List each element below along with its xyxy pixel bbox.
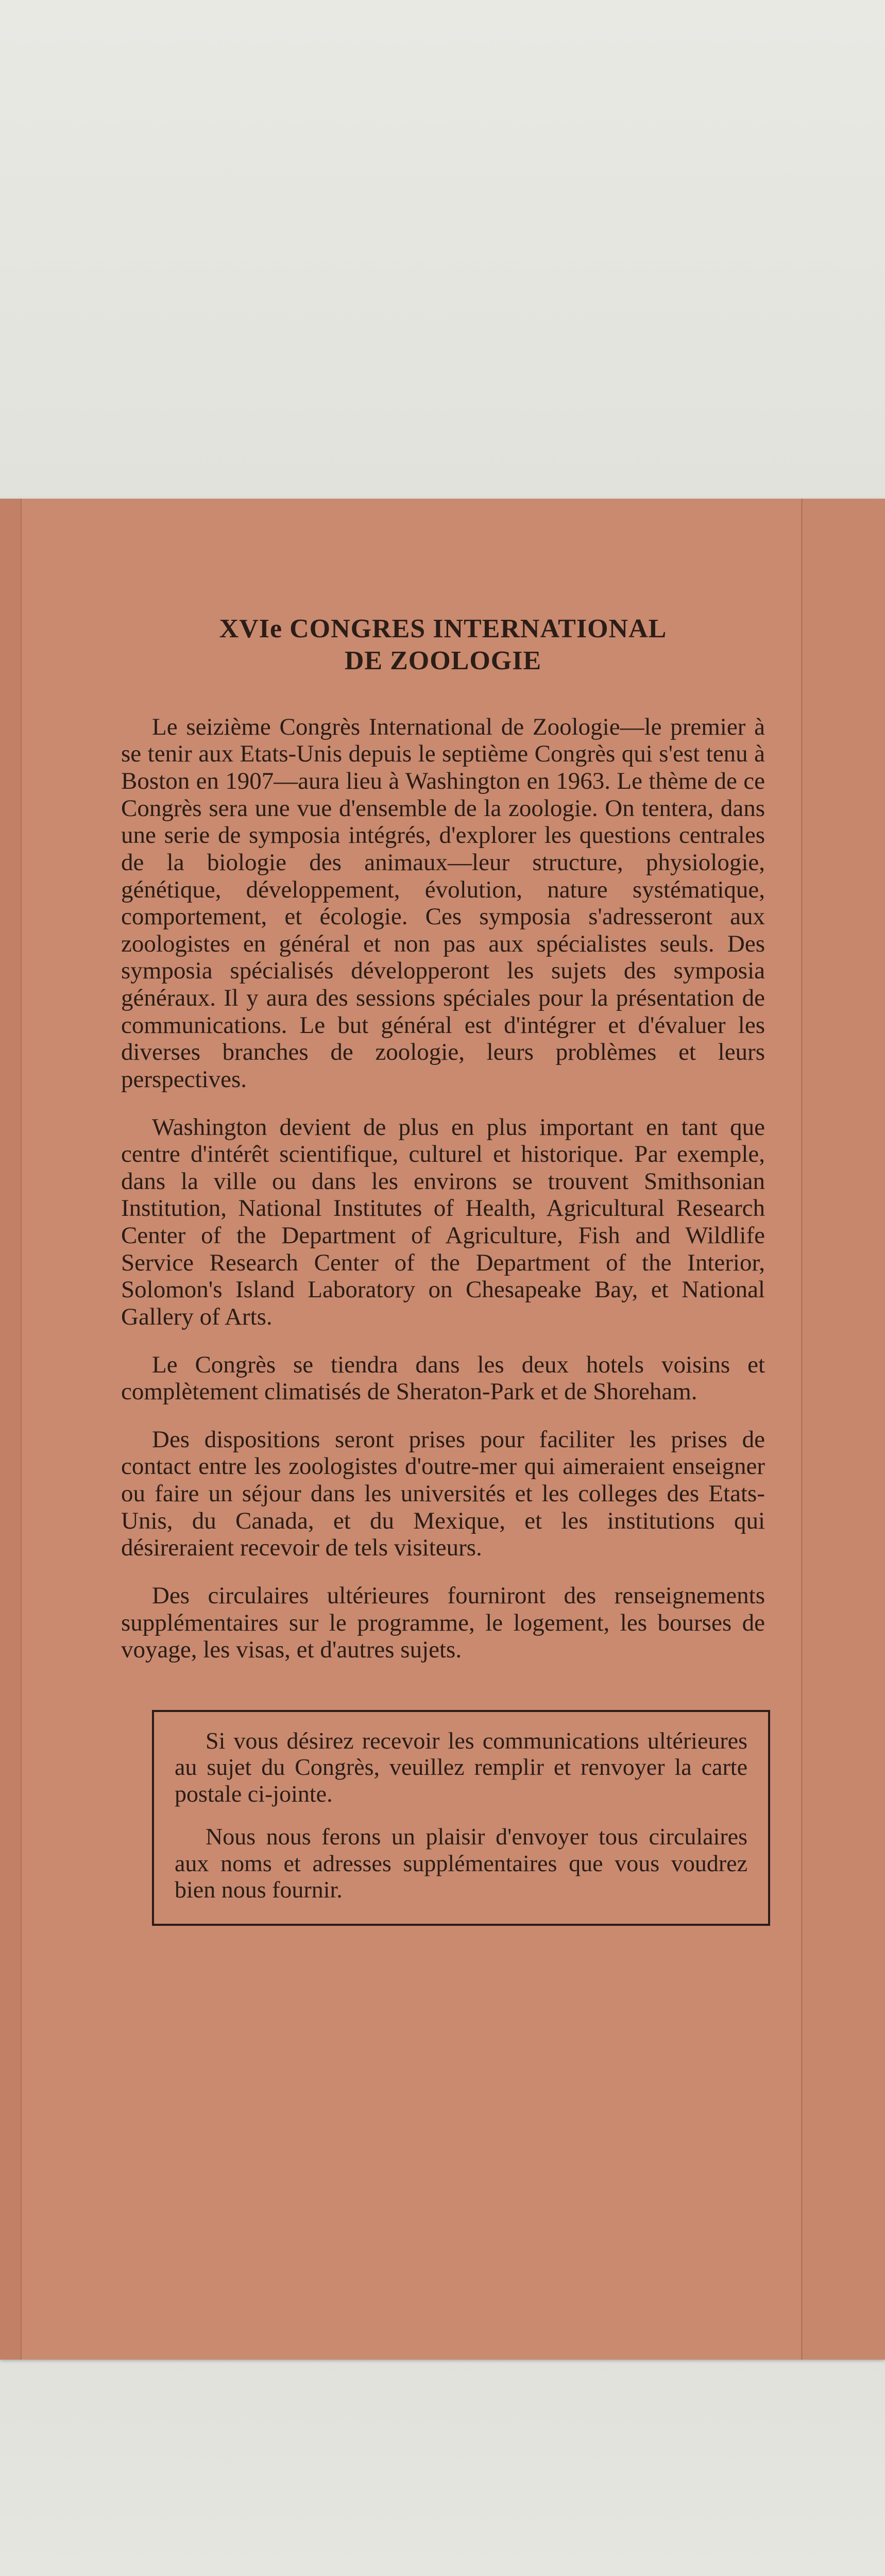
paragraph-washington: Washington devient de plus en plus important en tant que centre d'intérêt scientifique, culturel et historique. Par exemple, dans la ville ou dans les environs se trouvent Smithsonian Institution, National Institutes of Health, Agricultural Research Center of the Department of Agriculture, Fish and Wildlife Service Research Center of the Department of the Interior, Solomon's Island Laboratory on Chesapeake Bay, et National Gallery of Arts.	[121, 1113, 765, 1330]
paragraph-circulars: Des circulaires ultérieures fourniront des renseignements supplémentaires sur le programme, le logement, les bourses de voyage, les visas, et d'autres sujets.	[121, 1582, 765, 1664]
scan-background-top	[0, 0, 885, 505]
paragraph-hotels: Le Congrès se tiendra dans les deux hotels voisins et complètement climatisés de Sheraton-Park et de Shoreham.	[121, 1351, 765, 1405]
notice-paragraph-2: Nous nous ferons un plaisir d'envoyer tous circulaires aux noms et adresses supplémentaires que vous voudrez bien nous fournir.	[175, 1823, 747, 1903]
title-line-1: XVIe CONGRES INTERNATIONAL	[219, 614, 667, 643]
paragraph-intro: Le seizième Congrès International de Zoologie—le premier à se tenir aux Etats-Unis depuis le septième Congrès qui s'est tenu à Boston en 1907—aura lieu à Washington en 1963. Le thème de ce Congrès sera une vue d'ensemble de la zoologie. On tentera, dans une serie de symposia intégrés, d'explorer les questions centrales de la biologie des animaux—leur structure, physiologie, génétique, développement, évolution, nature systématique, comportement, et écologie. Ces symposia s'adresseront aux zoologistes en général et non pas aux spécialistes seuls. Des symposia spécialisés développeront les sujets des symposia généraux. Il y aura des sessions spéciales pour la présentation de communications. Le but général est d'intégrer et d'évaluer les diverses branches de zoologie, leurs problèmes et leurs perspectives.	[121, 713, 765, 1093]
notice-box	[152, 1710, 770, 1926]
brochure-sheet	[0, 499, 885, 2360]
notice-paragraph-1: Si vous désirez recevoir les communications ultérieures au sujet du Congrès, veuillez remplir et renvoyer la carte postale ci-jointe.	[175, 1727, 747, 1807]
document-title	[121, 613, 765, 677]
brochure-right-fold	[801, 499, 885, 2360]
brochure-left-fold	[0, 499, 22, 2360]
title-line-2: DE ZOOLOGIE	[344, 646, 542, 676]
paragraph-contacts: Des dispositions seront prises pour faciliter les prises de contact entre les zoologistes d'outre-mer qui aimeraient enseigner ou faire un séjour dans les universités et les colleges des Etats-Unis, du Canada, et du Mexique, et les institutions qui désireraient recevoir de tels visiteurs.	[121, 1426, 765, 1562]
brochure-content	[121, 613, 765, 1926]
scan-background-bottom	[0, 2349, 885, 2576]
